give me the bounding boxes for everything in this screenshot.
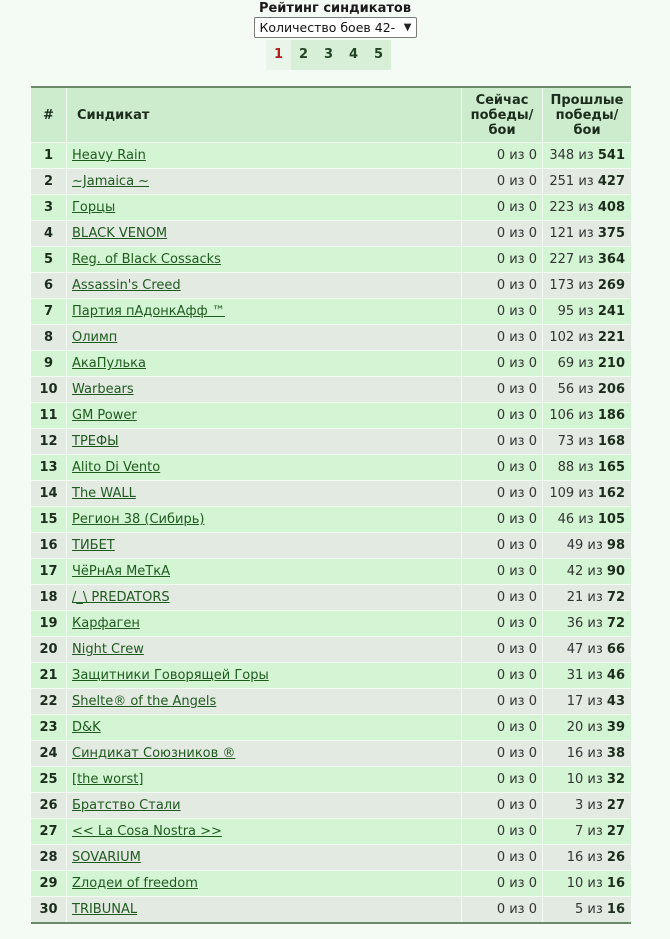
table-row: [31, 507, 631, 533]
syndicate-link[interactable]: GM Power: [72, 408, 137, 423]
rank-number: 2: [31, 169, 67, 195]
page-header: [0, 0, 670, 38]
current-wins-battles: 0 из 0: [462, 221, 543, 247]
table-row: [31, 663, 631, 689]
past-battles: 541: [597, 148, 625, 163]
syndicate-link[interactable]: D&K: [72, 720, 101, 735]
past-battles: 72: [606, 616, 625, 631]
current-wins-battles: 0 из 0: [462, 637, 543, 663]
past-wins: 109: [549, 486, 575, 501]
table-row: [31, 403, 631, 429]
past-separator: из: [587, 902, 603, 917]
syndicate-name-cell: [67, 663, 462, 689]
current-wins-battles: 0 из 0: [462, 585, 543, 611]
rank-number: 16: [31, 533, 67, 559]
table-row: [31, 377, 631, 403]
battle-count-select-value: Количество боев 42-: [259, 20, 396, 35]
past-wins-battles: [543, 663, 632, 689]
syndicate-link[interactable]: Братство Стали: [72, 798, 181, 813]
syndicate-name-cell: [67, 507, 462, 533]
column-header-number: #: [31, 87, 67, 143]
rank-number: 26: [31, 793, 67, 819]
page-link-5[interactable]: 5: [366, 40, 391, 70]
syndicate-link[interactable]: Heavy Rain: [72, 148, 146, 163]
past-separator: из: [587, 694, 603, 709]
past-wins-battles: [543, 741, 632, 767]
past-wins-battles: [543, 689, 632, 715]
past-separator: из: [587, 824, 603, 839]
past-wins-battles: [543, 507, 632, 533]
past-wins-battles: [543, 585, 632, 611]
rank-number: 17: [31, 559, 67, 585]
syndicate-name-cell: [67, 273, 462, 299]
syndicate-name-cell: [67, 819, 462, 845]
syndicate-link[interactable]: [the worst]: [72, 772, 144, 787]
table-row: [31, 559, 631, 585]
past-wins: 223: [549, 200, 575, 215]
syndicate-name-cell: [67, 871, 462, 897]
past-battles: 427: [597, 174, 625, 189]
chevron-down-icon: ▼: [403, 22, 412, 33]
past-separator: из: [578, 460, 594, 475]
past-battles: 32: [606, 772, 625, 787]
past-separator: из: [578, 200, 594, 215]
current-wins-battles: 0 из 0: [462, 481, 543, 507]
current-wins-battles: 0 из 0: [462, 507, 543, 533]
past-separator: из: [578, 252, 594, 267]
table-row: [31, 247, 631, 273]
syndicate-link[interactable]: Горцы: [72, 200, 116, 215]
table-row: [31, 351, 631, 377]
table-row: [31, 143, 631, 169]
past-battles: 210: [597, 356, 625, 371]
past-wins-battles: [543, 897, 632, 924]
past-wins-battles: [543, 351, 632, 377]
table-row: [31, 689, 631, 715]
syndicate-link[interactable]: Shelte® of the Angels: [72, 694, 217, 709]
table-row: [31, 221, 631, 247]
current-wins-battles: 0 из 0: [462, 871, 543, 897]
past-separator: из: [578, 486, 594, 501]
table-row: [31, 741, 631, 767]
current-wins-battles: 0 из 0: [462, 689, 543, 715]
current-wins-battles: 0 из 0: [462, 741, 543, 767]
past-battles: 168: [597, 434, 625, 449]
past-wins-battles: [543, 559, 632, 585]
syndicate-name-cell: [67, 637, 462, 663]
past-wins-battles: [543, 403, 632, 429]
past-separator: из: [587, 772, 603, 787]
table-row: [31, 429, 631, 455]
past-separator: из: [578, 174, 594, 189]
past-battles: 375: [597, 226, 625, 241]
syndicate-name-cell: [67, 793, 462, 819]
current-wins-battles: 0 из 0: [462, 429, 543, 455]
past-battles: 269: [597, 278, 625, 293]
battle-count-select[interactable]: [254, 17, 417, 38]
syndicate-name-cell: [67, 325, 462, 351]
past-wins-battles: [543, 299, 632, 325]
syndicate-name-cell: [67, 143, 462, 169]
past-wins-battles: [543, 793, 632, 819]
past-wins: 20: [566, 720, 584, 735]
rank-number: 3: [31, 195, 67, 221]
past-wins-battles: [543, 377, 632, 403]
past-wins: 251: [549, 174, 575, 189]
past-separator: из: [587, 564, 603, 579]
past-separator: из: [587, 850, 603, 865]
past-battles: 206: [597, 382, 625, 397]
syndicate-name-cell: [67, 767, 462, 793]
rank-number: 27: [31, 819, 67, 845]
table-row: [31, 767, 631, 793]
past-wins-battles: [543, 169, 632, 195]
past-wins: 348: [549, 148, 575, 163]
syndicate-name-cell: [67, 481, 462, 507]
table-row: [31, 819, 631, 845]
past-wins: 46: [557, 512, 575, 527]
syndicate-link[interactable]: SOVARIUM: [72, 850, 141, 865]
syndicate-link[interactable]: ~Jamaica ~: [72, 174, 150, 189]
past-battles: 26: [606, 850, 625, 865]
past-battles: 38: [606, 746, 625, 761]
column-header-past: [543, 87, 632, 143]
syndicate-name-cell: [67, 403, 462, 429]
past-wins: 17: [566, 694, 584, 709]
current-wins-battles: 0 из 0: [462, 715, 543, 741]
rank-number: 28: [31, 845, 67, 871]
past-wins-battles: [543, 715, 632, 741]
past-separator: из: [578, 382, 594, 397]
past-wins: 227: [549, 252, 575, 267]
column-header-current-line1: Сейчас: [475, 92, 529, 108]
syndicate-link[interactable]: The WALL: [72, 486, 136, 501]
pagination: [266, 40, 391, 70]
syndicate-name-cell: [67, 377, 462, 403]
column-header-past-line3: бои: [573, 122, 601, 138]
syndicate-name-cell: [67, 689, 462, 715]
past-wins-battles: [543, 455, 632, 481]
past-battles: 39: [606, 720, 625, 735]
past-wins-battles: [543, 533, 632, 559]
syndicate-name-cell: [67, 195, 462, 221]
rank-number: 9: [31, 351, 67, 377]
past-battles: 90: [606, 564, 625, 579]
past-wins: 31: [566, 668, 584, 683]
syndicate-link[interactable]: Zлодеи of freedom: [72, 876, 198, 891]
past-battles: 162: [597, 486, 625, 501]
rank-number: 13: [31, 455, 67, 481]
syndicate-name-cell: [67, 559, 462, 585]
rank-number: 10: [31, 377, 67, 403]
syndicate-link[interactable]: АкаПулька: [72, 356, 146, 371]
past-wins: 69: [557, 356, 575, 371]
syndicate-name-cell: [67, 897, 462, 924]
syndicate-link[interactable]: Защитники Говорящей Горы: [72, 668, 269, 683]
past-wins-battles: [543, 429, 632, 455]
past-battles: 16: [606, 876, 625, 891]
syndicate-rating-table: [31, 86, 631, 924]
current-wins-battles: 0 из 0: [462, 897, 543, 924]
syndicate-name-cell: [67, 845, 462, 871]
past-separator: из: [587, 538, 603, 553]
rank-number: 18: [31, 585, 67, 611]
syndicate-name-cell: [67, 585, 462, 611]
past-separator: из: [587, 616, 603, 631]
past-wins: 42: [566, 564, 584, 579]
past-wins: 3: [574, 798, 584, 813]
past-separator: из: [587, 876, 603, 891]
current-wins-battles: 0 из 0: [462, 169, 543, 195]
syndicate-link[interactable]: Reg. of Black Cossacks: [72, 252, 221, 267]
current-wins-battles: 0 из 0: [462, 143, 543, 169]
syndicate-name-cell: [67, 351, 462, 377]
current-wins-battles: 0 из 0: [462, 351, 543, 377]
syndicate-link[interactable]: << La Cosa Nostra >>: [72, 824, 222, 839]
past-wins-battles: [543, 273, 632, 299]
current-wins-battles: 0 из 0: [462, 299, 543, 325]
table-row: [31, 793, 631, 819]
past-battles: 98: [606, 538, 625, 553]
syndicate-name-cell: [67, 741, 462, 767]
past-wins-battles: [543, 767, 632, 793]
current-wins-battles: 0 из 0: [462, 325, 543, 351]
column-header-syndicate: Синдикат: [67, 87, 462, 143]
past-separator: из: [578, 512, 594, 527]
page-link-4[interactable]: 4: [341, 40, 366, 70]
syndicate-link[interactable]: Night Crew: [72, 642, 144, 657]
syndicate-name-cell: [67, 533, 462, 559]
past-wins: 7: [574, 824, 584, 839]
past-separator: из: [587, 642, 603, 657]
table-row: [31, 637, 631, 663]
column-header-current-line2: победы/: [470, 107, 534, 123]
current-wins-battles: 0 из 0: [462, 273, 543, 299]
table-row: [31, 845, 631, 871]
rank-number: 20: [31, 637, 67, 663]
rank-number: 29: [31, 871, 67, 897]
past-battles: 66: [606, 642, 625, 657]
past-wins: 102: [549, 330, 575, 345]
rank-number: 7: [31, 299, 67, 325]
syndicate-name-cell: [67, 611, 462, 637]
past-separator: из: [578, 408, 594, 423]
syndicate-link[interactable]: Партия пАдонкАфф ™: [72, 304, 225, 319]
past-wins-battles: [543, 195, 632, 221]
past-wins: 21: [566, 590, 584, 605]
rank-number: 22: [31, 689, 67, 715]
past-battles: 46: [606, 668, 625, 683]
table-row: [31, 871, 631, 897]
past-separator: из: [578, 226, 594, 241]
syndicate-link[interactable]: TRIBUNAL: [72, 902, 138, 917]
syndicate-link[interactable]: Регион 38 (Сибирь): [72, 512, 205, 527]
past-separator: из: [578, 356, 594, 371]
past-separator: из: [587, 746, 603, 761]
rank-number: 30: [31, 897, 67, 924]
past-separator: из: [578, 434, 594, 449]
past-wins-battles: [543, 325, 632, 351]
past-wins: 121: [549, 226, 575, 241]
table-row: [31, 585, 631, 611]
past-wins-battles: [543, 611, 632, 637]
column-header-past-line2: победы/: [555, 107, 619, 123]
table-row: [31, 325, 631, 351]
syndicate-link[interactable]: ТИБЕТ: [72, 538, 115, 553]
table-header-row: [31, 87, 631, 143]
past-battles: 241: [597, 304, 625, 319]
past-wins-battles: [543, 637, 632, 663]
current-wins-battles: 0 из 0: [462, 533, 543, 559]
page-link-1[interactable]: 1: [266, 40, 291, 70]
table-row: [31, 897, 631, 924]
past-wins: 10: [566, 772, 584, 787]
page-link-2[interactable]: 2: [291, 40, 316, 70]
syndicate-link[interactable]: Олимп: [72, 330, 118, 345]
past-wins: 95: [557, 304, 575, 319]
past-battles: 165: [597, 460, 625, 475]
rank-number: 12: [31, 429, 67, 455]
syndicate-name-cell: [67, 221, 462, 247]
syndicate-name-cell: [67, 715, 462, 741]
current-wins-battles: 0 из 0: [462, 455, 543, 481]
syndicate-name-cell: [67, 299, 462, 325]
past-separator: из: [587, 720, 603, 735]
syndicate-link[interactable]: ТРЕФЫ: [72, 434, 119, 449]
current-wins-battles: 0 из 0: [462, 819, 543, 845]
past-wins: 10: [566, 876, 584, 891]
rank-number: 21: [31, 663, 67, 689]
past-wins: 56: [557, 382, 575, 397]
current-wins-battles: 0 из 0: [462, 377, 543, 403]
past-battles: 16: [606, 902, 625, 917]
table-row: [31, 455, 631, 481]
past-wins: 16: [566, 746, 584, 761]
column-header-current-line3: бои: [488, 122, 516, 138]
past-separator: из: [578, 330, 594, 345]
rank-number: 5: [31, 247, 67, 273]
past-wins: 49: [566, 538, 584, 553]
table-row: [31, 273, 631, 299]
past-wins: 106: [549, 408, 575, 423]
syndicate-link[interactable]: Синдикат Союзников ®: [72, 746, 236, 761]
past-separator: из: [578, 304, 594, 319]
current-wins-battles: 0 из 0: [462, 845, 543, 871]
current-wins-battles: 0 из 0: [462, 247, 543, 273]
past-wins-battles: [543, 221, 632, 247]
syndicate-link[interactable]: Assassin's Creed: [72, 278, 181, 293]
past-wins: 16: [566, 850, 584, 865]
past-separator: из: [587, 798, 603, 813]
page-title: Рейтинг синдикатов: [258, 1, 412, 16]
syndicate-link[interactable]: BLACK VENOM: [72, 226, 168, 241]
past-separator: из: [578, 278, 594, 293]
past-battles: 364: [597, 252, 625, 267]
rank-number: 6: [31, 273, 67, 299]
syndicate-link[interactable]: Alito Di Vento: [72, 460, 161, 475]
past-wins-battles: [543, 845, 632, 871]
past-battles: 43: [606, 694, 625, 709]
syndicate-link[interactable]: Карфаген: [72, 616, 140, 631]
table-row: [31, 715, 631, 741]
rank-number: 4: [31, 221, 67, 247]
past-wins-battles: [543, 247, 632, 273]
rank-number: 23: [31, 715, 67, 741]
current-wins-battles: 0 из 0: [462, 403, 543, 429]
syndicate-link[interactable]: Warbears: [72, 382, 134, 397]
past-wins: 73: [557, 434, 575, 449]
page-link-3[interactable]: 3: [316, 40, 341, 70]
syndicate-name-cell: [67, 169, 462, 195]
syndicate-name-cell: [67, 429, 462, 455]
current-wins-battles: 0 из 0: [462, 611, 543, 637]
past-battles: 105: [597, 512, 625, 527]
table-row: [31, 299, 631, 325]
syndicate-name-cell: [67, 247, 462, 273]
table-row: [31, 611, 631, 637]
rank-number: 11: [31, 403, 67, 429]
past-wins: 47: [566, 642, 584, 657]
current-wins-battles: 0 из 0: [462, 559, 543, 585]
past-separator: из: [587, 590, 603, 605]
rank-number: 1: [31, 143, 67, 169]
table-row: [31, 533, 631, 559]
past-wins: 5: [574, 902, 584, 917]
past-wins: 173: [549, 278, 575, 293]
past-battles: 186: [597, 408, 625, 423]
rank-number: 8: [31, 325, 67, 351]
past-wins-battles: [543, 481, 632, 507]
current-wins-battles: 0 из 0: [462, 793, 543, 819]
column-header-past-line1: Прошлые: [550, 92, 624, 108]
rank-number: 19: [31, 611, 67, 637]
past-wins-battles: [543, 871, 632, 897]
past-wins: 88: [557, 460, 575, 475]
current-wins-battles: 0 из 0: [462, 195, 543, 221]
current-wins-battles: 0 из 0: [462, 663, 543, 689]
filter-select-wrapper: [254, 17, 417, 38]
past-separator: из: [578, 148, 594, 163]
past-wins: 36: [566, 616, 584, 631]
table-row: [31, 195, 631, 221]
past-battles: 221: [597, 330, 625, 345]
table-row: [31, 169, 631, 195]
past-battles: 27: [606, 824, 625, 839]
table-row: [31, 481, 631, 507]
rank-number: 14: [31, 481, 67, 507]
past-wins-battles: [543, 143, 632, 169]
syndicate-name-cell: [67, 455, 462, 481]
past-wins-battles: [543, 819, 632, 845]
rank-number: 24: [31, 741, 67, 767]
past-separator: из: [587, 668, 603, 683]
column-header-current: [462, 87, 543, 143]
current-wins-battles: 0 из 0: [462, 767, 543, 793]
past-battles: 72: [606, 590, 625, 605]
rank-number: 25: [31, 767, 67, 793]
past-battles: 27: [606, 798, 625, 813]
syndicate-link[interactable]: /_\ PREDATORS: [72, 590, 170, 605]
rank-number: 15: [31, 507, 67, 533]
syndicate-link[interactable]: ЧёРнАя МеТкА: [72, 564, 170, 579]
past-battles: 408: [597, 200, 625, 215]
